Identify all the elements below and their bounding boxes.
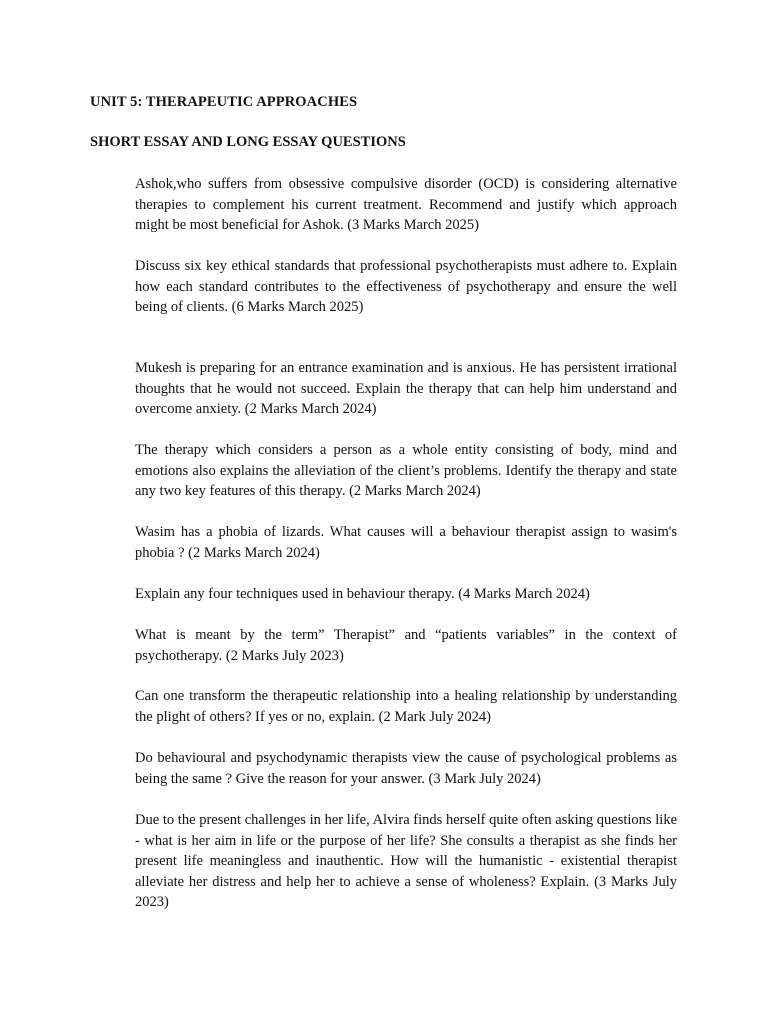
question-item: Ashok,who suffers from obsessive compulsive disorder (OCD) is considering alternative therapies to complement his current treatment. Recommend and justify which approach might be most beneficial for Ashok. (3 Marks March 2025) <box>135 176 677 234</box>
question-item: Can one transform the therapeutic relationship into a healing relationship by understanding the plight of others? If yes or no, explain. (2 Mark July 2024) <box>135 688 677 725</box>
question-item: Wasim has a phobia of lizards. What causes will a behaviour therapist assign to wasim's phobia ? (2 Marks March 2024) <box>135 524 677 561</box>
question-item: Mukesh is preparing for an entrance examination and is anxious. He has persistent irrational thoughts that he would not succeed. Explain the therapy that can help him understand and overcome anxiety. (2 Marks March 2024) <box>135 360 677 418</box>
unit-title: UNIT 5: THERAPEUTIC APPROACHES <box>90 94 358 110</box>
question-item: What is meant by the term” Therapist” and “patients variables” in the context of psychotherapy. (2 Marks July 2023) <box>135 627 677 664</box>
section-title: SHORT ESSAY AND LONG ESSAY QUESTIONS <box>90 134 406 150</box>
question-item: Explain any four techniques used in behaviour therapy. (4 Marks March 2024) <box>135 586 590 602</box>
question-item: Due to the present challenges in her life, Alvira finds herself quite often asking questions like - what is her aim in life or the purpose of her life? She consults a therapist as she finds her present life meaningless and inauthentic. How will the humanistic - existential therapist alleviate her distress and help her to achieve a sense of wholeness? Explain. (3 Marks July 2023) <box>135 812 677 911</box>
question-item: The therapy which considers a person as a whole entity consisting of body, mind and emotions also explains the alleviation of the client’s problems. Identify the therapy and state any two key features of this therapy. (2 Marks March 2024) <box>135 442 677 500</box>
question-item: Do behavioural and psychodynamic therapists view the cause of psychological problems as being the same ? Give the reason for your answer. (3 Mark July 2024) <box>135 750 677 787</box>
question-item: Discuss six key ethical standards that professional psychotherapists must adhere to. Explain how each standard contributes to the effectiveness of psychotherapy and ensure the well being of clients. (6 Marks March 2025) <box>135 258 677 316</box>
